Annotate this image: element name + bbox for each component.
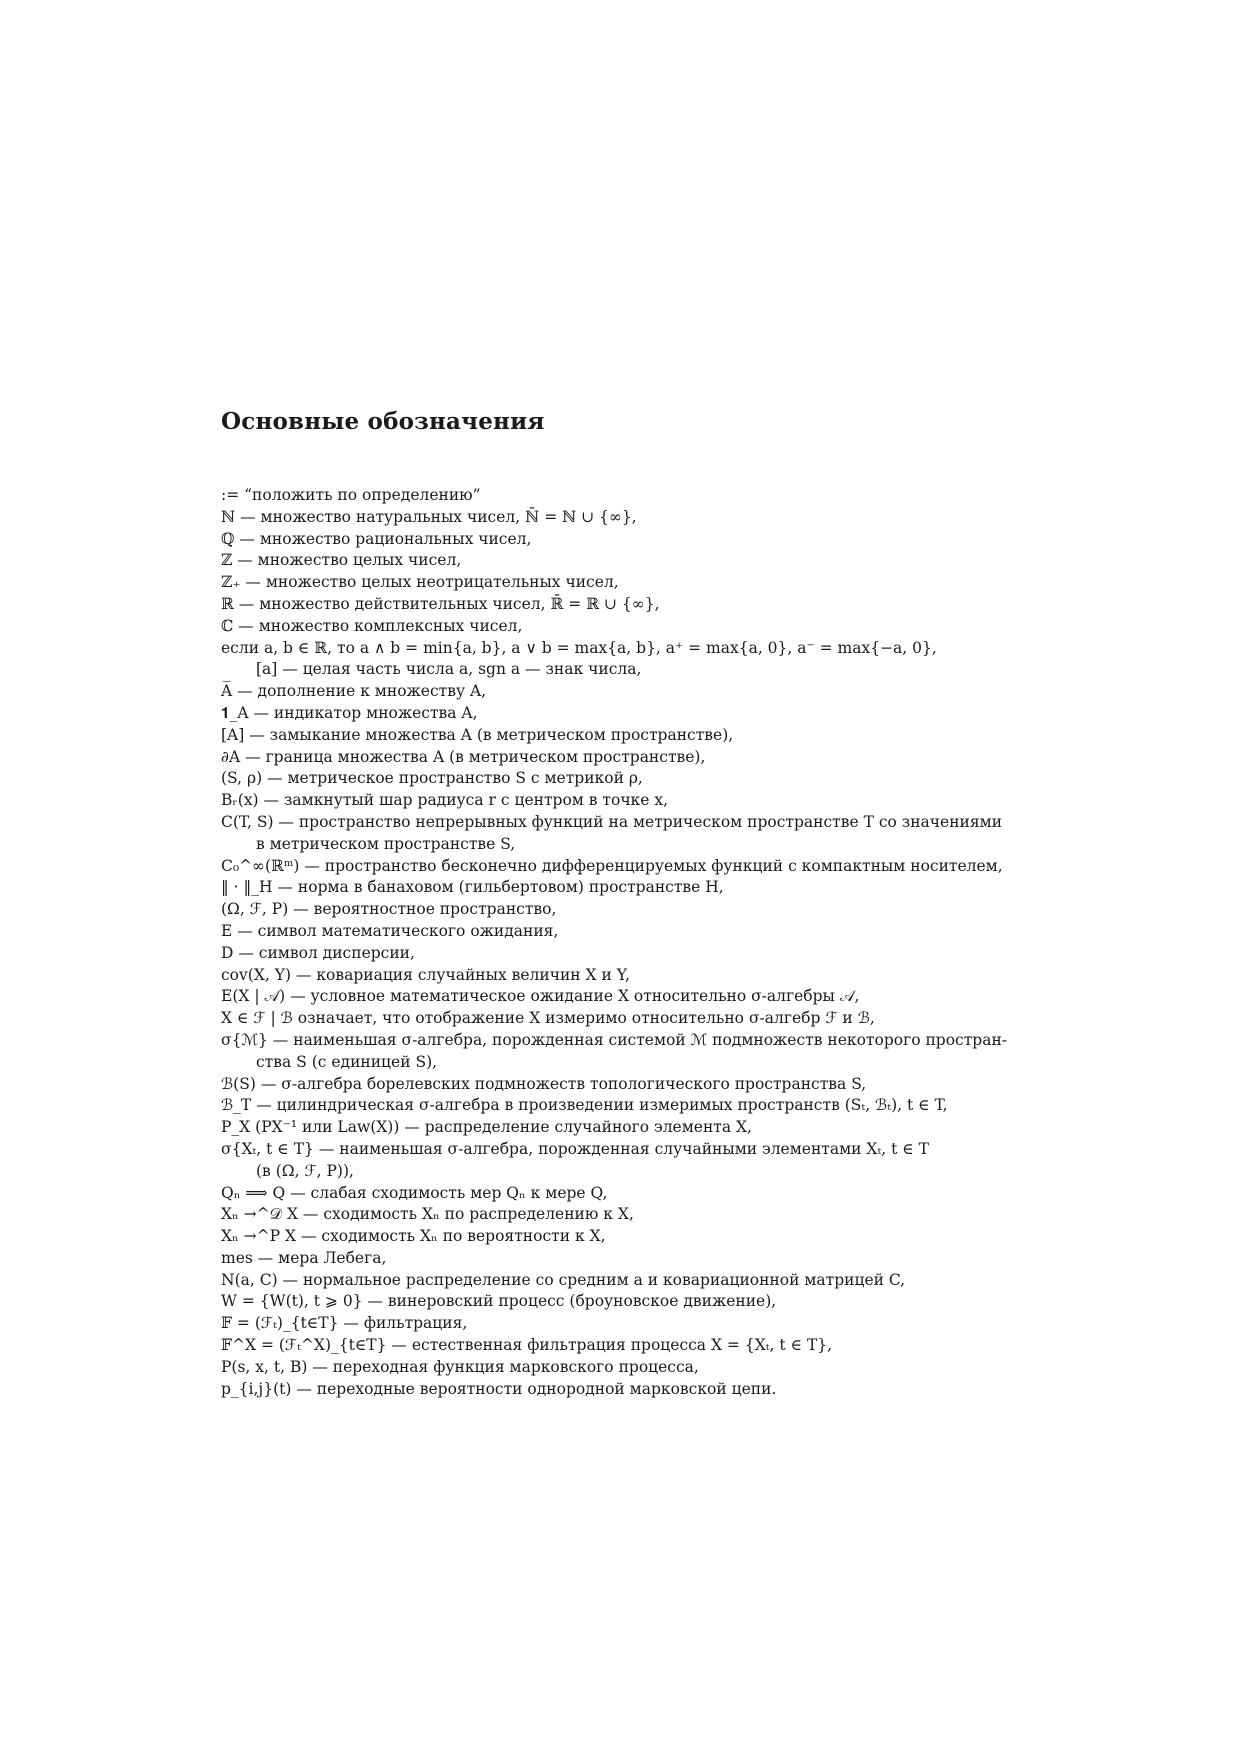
- list-item: ℤ — множество целых чисел,: [221, 551, 462, 570]
- list-item: Xₙ →^𝒟 X — сходимость Xₙ по распределению к X,: [221, 1205, 634, 1224]
- notation-list: [221, 485, 1008, 1400]
- list-item: ℬ_T — цилиндрическая σ-алгебра в произведении измеримых пространств (Sₜ, ℬₜ), t ∈ T,: [221, 1096, 948, 1115]
- list-item: mes — мера Лебега,: [221, 1248, 387, 1267]
- list-item: P(s, x, t, B) — переходная функция марковского процесса,: [221, 1357, 699, 1376]
- list-item: ∂A — граница множества A (в метрическом пространстве),: [221, 747, 706, 766]
- list-item: (Ω, ℱ, P) — вероятностное пространство,: [221, 900, 557, 919]
- list-item: C₀^∞(ℝᵐ) — пространство бесконечно дифференцируемых функций с компактным носителем,: [221, 856, 1003, 875]
- list-item: E — символ математического ожидания,: [221, 921, 559, 940]
- list-item: P_X (PX⁻¹ или Law(X)) — распределение случайного элемента X,: [221, 1118, 752, 1137]
- list-item: σ{Xₜ, t ∈ T} — наименьшая σ-алгебра, порожденная случайными элементами Xₜ, t ∈ T: [221, 1139, 930, 1158]
- list-item: ℝ — множество действительных чисел, ℝ̄ = ℝ ∪ {∞},: [221, 594, 660, 613]
- page-title: Основные обозначения: [221, 408, 545, 436]
- list-item: ℤ₊ — множество целых неотрицательных чисел,: [221, 573, 619, 592]
- list-item: C(T, S) — пространство непрерывных функций на метрическом пространстве T со значениями: [221, 812, 1003, 831]
- list-item: W = {W(t), t ⩾ 0} — винеровский процесс (броуновское движение),: [221, 1292, 777, 1311]
- list-item: [A] — замыкание множества A (в метрическом пространстве),: [221, 725, 734, 744]
- list-item: 𝟏_A — индикатор множества A,: [221, 703, 478, 722]
- list-item-continuation: (в (Ω, ℱ, P)),: [256, 1161, 354, 1180]
- list-item: A̅ — дополнение к множеству A,: [221, 682, 487, 701]
- list-item: ‖ · ‖_H — норма в банаховом (гильбертовом) пространстве H,: [221, 878, 724, 897]
- list-item: ℕ — множество натуральных чисел, ℕ̄ = ℕ ∪ {∞},: [221, 507, 637, 526]
- list-item: := “положить по определению”: [221, 486, 481, 504]
- list-item: p_{i,j}(t) — переходные вероятности однородной марковской цепи.: [221, 1379, 777, 1398]
- list-item-continuation: ства S (с единицей S),: [256, 1052, 438, 1071]
- list-item: если a, b ∈ ℝ, то a ∧ b = min{a, b}, a ∨ b = max{a, b}, a⁺ = max{a, 0}, a⁻ = max{−a, 0},: [221, 638, 937, 657]
- list-item: Xₙ →^P X — сходимость Xₙ по вероятности к X,: [221, 1227, 606, 1246]
- list-item-continuation: [a] — целая часть числа a, sgn a — знак числа,: [256, 660, 642, 679]
- list-item: σ{ℳ} — наименьшая σ-алгебра, порожденная системой ℳ подмножеств некоторого простран-: [221, 1030, 1008, 1049]
- list-item: D — символ дисперсии,: [221, 943, 415, 962]
- list-item: X ∈ ℱ | ℬ означает, что отображение X измеримо относительно σ-алгебр ℱ и ℬ,: [221, 1009, 875, 1028]
- list-item: ℬ(S) — σ-алгебра борелевских подмножеств топологического пространства S,: [221, 1074, 867, 1093]
- list-item: 𝔽^X = (ℱₜ^X)_{t∈T} — естественная фильтрация процесса X = {Xₜ, t ∈ T},: [221, 1336, 833, 1355]
- list-item: Qₙ ⟹ Q — слабая сходимость мер Qₙ к мере Q,: [221, 1183, 608, 1202]
- list-item: N(a, C) — нормальное распределение со средним a и ковариационной матрицей C,: [221, 1270, 906, 1289]
- list-item: cov(X, Y) — ковариация случайных величин X и Y,: [221, 965, 630, 984]
- list-item: 𝔽 = (ℱₜ)_{t∈T} — фильтрация,: [221, 1314, 468, 1333]
- list-item: ℂ — множество комплексных чисел,: [221, 616, 523, 635]
- list-item: ℚ — множество рациональных чисел,: [221, 529, 532, 548]
- list-item: (S, ρ) — метрическое пространство S с метрикой ρ,: [221, 769, 643, 788]
- list-item: E(X | 𝒜) — условное математическое ожидание X относительно σ-алгебры 𝒜,: [221, 987, 860, 1006]
- list-item-continuation: в метрическом пространстве S,: [256, 834, 516, 853]
- list-item: Bᵣ(x) — замкнутый шар радиуса r с центром в точке x,: [221, 791, 669, 810]
